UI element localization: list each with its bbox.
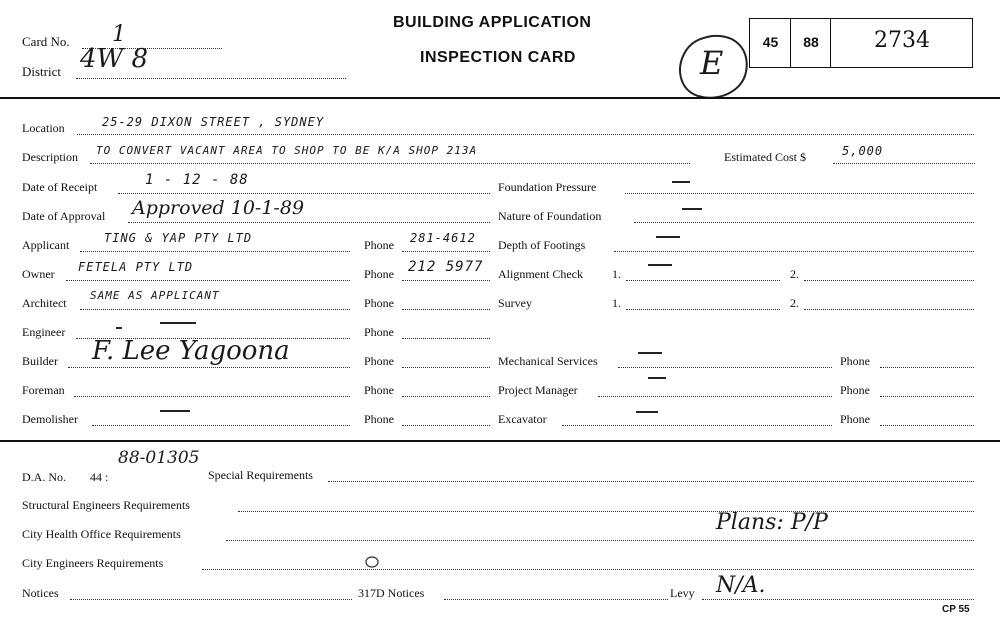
card-no-value: 1 [112, 22, 126, 47]
applicant-phone-label: Phone [364, 238, 394, 252]
special-requirements-label: Special Requirements [208, 468, 313, 482]
da-prefix: 44 : [90, 470, 109, 484]
foundation-pressure-line [625, 193, 974, 194]
notices-317d-line [444, 599, 668, 600]
receipt-label: Date of Receipt [22, 180, 98, 194]
engineer-label: Engineer [22, 325, 66, 339]
location-value: 25-29 DIXON STREET , SYDNEY [102, 115, 325, 129]
dash-mark [116, 327, 122, 329]
alignment-label: Alignment Check [498, 267, 583, 281]
engineer-phone-label: Phone [364, 325, 394, 339]
survey-label: Survey [498, 296, 532, 310]
owner-value: FETELA PTY LTD [78, 260, 194, 274]
approval-line [128, 222, 490, 223]
builder-phone-line [402, 367, 490, 368]
city-engineers-label: City Engineers Requirements [22, 556, 164, 570]
owner-phone-line [402, 280, 490, 281]
nature-foundation-label: Nature of Foundation [498, 209, 602, 223]
receipt-value: 1 - 12 - 88 [145, 172, 249, 188]
notices-label: Notices [22, 586, 59, 600]
da-no-value: 88-01305 [118, 448, 200, 468]
approval-value: Approved 10-1-89 [132, 197, 305, 219]
form-code: CP 55 [942, 604, 970, 615]
foreman-phone-line [402, 396, 490, 397]
applicant-phone-value: 281-4612 [410, 231, 476, 245]
description-line [90, 163, 690, 164]
survey-2-line [804, 309, 974, 310]
reference-divider [830, 18, 831, 68]
levy-label: Levy [670, 586, 695, 600]
foundation-pressure-label: Foundation Pressure [498, 180, 597, 194]
owner-label: Owner [22, 267, 55, 281]
description-value: TO CONVERT VACANT AREA TO SHOP TO BE K/A SHOP 213A [96, 144, 478, 157]
dash-mark [672, 181, 690, 183]
reference-box-1: 45 [762, 34, 779, 50]
owner-phone-label: Phone [364, 267, 394, 281]
receipt-line [118, 193, 490, 194]
circled-mark-text: E [700, 44, 724, 82]
foreman-phone-label: Phone [364, 383, 394, 397]
owner-line [66, 280, 350, 281]
architect-phone-line [402, 309, 490, 310]
notices-line [70, 599, 352, 600]
excavator-label: Excavator [498, 412, 547, 426]
health-label: City Health Office Requirements [22, 527, 181, 541]
demolisher-phone-line [402, 425, 490, 426]
section-rule [0, 440, 1000, 442]
demolisher-phone-label: Phone [364, 412, 394, 426]
title-line-1: BUILDING APPLICATION [393, 14, 592, 31]
dash-mark [160, 322, 196, 324]
special-requirements-line [328, 481, 974, 482]
foreman-line [74, 396, 350, 397]
demolisher-line [92, 425, 350, 426]
mechanical-label: Mechanical Services [498, 354, 598, 368]
estimated-cost-line [833, 163, 975, 164]
nature-foundation-line [634, 222, 974, 223]
notices-317d-label: 317D Notices [358, 586, 425, 600]
alignment-1-line [626, 280, 780, 281]
alignment-2-label: 2. [790, 267, 799, 281]
title-line-2: INSPECTION CARD [420, 49, 576, 66]
reference-divider [790, 18, 791, 68]
pm-label: Project Manager [498, 383, 578, 397]
dash-mark [160, 410, 190, 412]
applicant-value: TING & YAP PTY LTD [104, 231, 253, 245]
architect-label: Architect [22, 296, 67, 310]
header-rule [0, 97, 1000, 99]
description-label: Description [22, 150, 78, 164]
pm-phone-label: Phone [840, 383, 870, 397]
approval-label: Date of Approval [22, 209, 106, 223]
location-line [77, 134, 974, 135]
owner-phone-value: 212 5977 [408, 259, 484, 275]
dash-mark [656, 236, 680, 238]
architect-phone-label: Phone [364, 296, 394, 310]
alignment-1-label: 1. [612, 267, 621, 281]
survey-1-label: 1. [612, 296, 621, 310]
mechanical-phone-label: Phone [840, 354, 870, 368]
demolisher-label: Demolisher [22, 412, 78, 426]
dash-mark [638, 352, 662, 354]
small-mark-icon [364, 555, 380, 569]
health-value: Plans: P/P [716, 510, 828, 535]
pm-phone-line [880, 396, 974, 397]
architect-line [80, 309, 350, 310]
estimated-cost-value: 5,000 [842, 144, 884, 158]
dash-mark [682, 208, 702, 210]
reference-box-3: 2734 [874, 28, 930, 53]
engineer-phone-line [402, 338, 490, 339]
builder-phone-label: Phone [364, 354, 394, 368]
architect-value: SAME AS APPLICANT [90, 289, 220, 302]
district-line [76, 78, 346, 79]
estimated-cost-label: Estimated Cost $ [724, 150, 806, 164]
applicant-line [80, 251, 350, 252]
foreman-label: Foreman [22, 383, 65, 397]
depth-footings-label: Depth of Footings [498, 238, 586, 252]
depth-footings-line [614, 251, 974, 252]
builder-value: F. Lee Yagoona [92, 336, 290, 366]
structural-line [238, 511, 974, 512]
dash-mark [636, 411, 658, 413]
pm-line [598, 396, 832, 397]
dash-mark [648, 377, 666, 379]
structural-label: Structural Engineers Requirements [22, 498, 190, 512]
city-engineers-line [202, 569, 974, 570]
applicant-label: Applicant [22, 238, 70, 252]
health-line [226, 540, 974, 541]
levy-value: N/A. [716, 573, 766, 598]
excavator-line [562, 425, 832, 426]
excavator-phone-label: Phone [840, 412, 870, 426]
excavator-phone-line [880, 425, 974, 426]
builder-label: Builder [22, 354, 58, 368]
levy-line [702, 599, 974, 600]
alignment-2-line [804, 280, 974, 281]
dash-mark [648, 264, 672, 266]
card-no-label: Card No. [22, 34, 70, 49]
district-value: 4W 8 [80, 44, 149, 74]
mechanical-line [618, 367, 832, 368]
reference-box-2: 88 [803, 34, 819, 50]
survey-1-line [626, 309, 780, 310]
builder-line [68, 367, 350, 368]
location-label: Location [22, 121, 65, 135]
da-no-label: D.A. No. [22, 470, 66, 484]
applicant-phone-line [402, 251, 490, 252]
district-label: District [22, 64, 61, 79]
survey-2-label: 2. [790, 296, 799, 310]
mechanical-phone-line [880, 367, 974, 368]
